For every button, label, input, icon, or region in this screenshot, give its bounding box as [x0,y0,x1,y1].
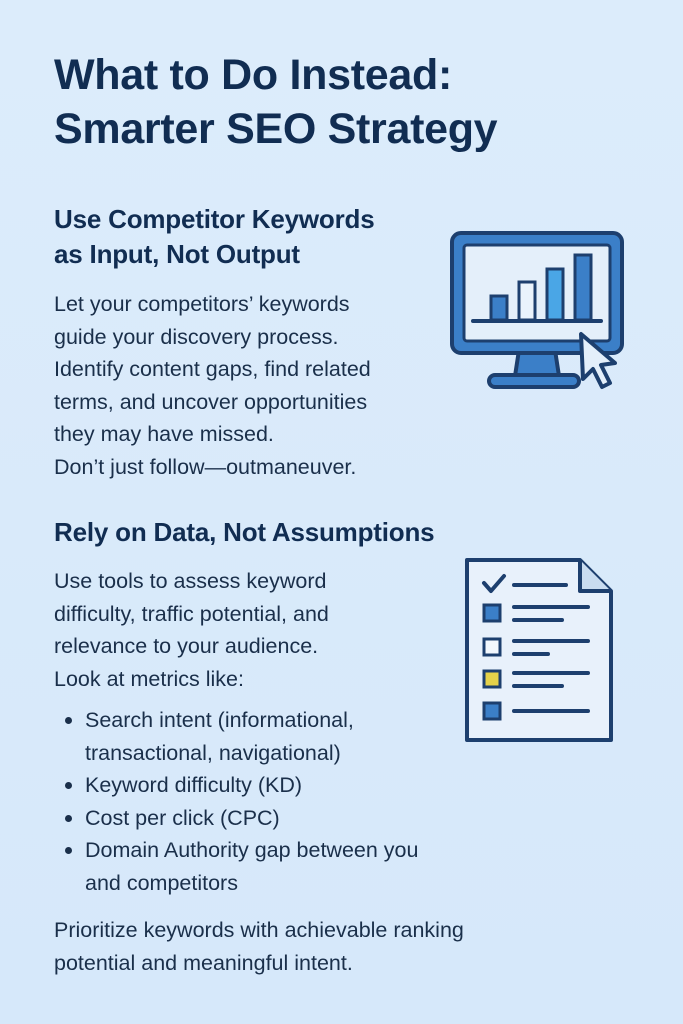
page-title [54,48,654,156]
page-title-line-1: What to Do Instead: [54,51,452,99]
body-line: terms, and uncover opportunities [54,389,368,414]
list-item-text: Keyword difficulty (KD) [85,773,303,797]
body-line: Look at metrics like: [54,666,244,691]
body-line: Use tools to assess keyword [54,569,327,593]
body-line: Identify content gaps, find related [54,357,371,381]
list-item [54,704,494,769]
section-heading-line: Use Competitor Keywords [54,204,375,234]
body-line: they may have missed. [54,422,274,446]
section-heading-line: as Input, Not Output [54,239,300,269]
bullet-dot-icon [65,717,72,724]
body-line: difficulty, traffic potential, and [54,601,329,626]
bullet-dot-icon [65,815,72,822]
bullet-dot-icon [65,847,72,854]
list-item-text: Search intent (informational, [85,708,354,732]
list-item-text: and competitors [85,870,238,895]
page-title-line-2: Smarter SEO Strategy [54,105,498,153]
section-data-body [54,565,454,695]
metrics-bullet-list [54,704,494,899]
bullet-dot-icon [65,782,72,789]
list-item [54,834,494,899]
section-competitor-keywords-body [54,288,444,483]
monitor-chart-cursor-icon [447,228,627,394]
list-item [54,802,494,835]
body-line: Prioritize keywords with achievable ranking [54,918,464,942]
list-item-text: Domain Authority gap between you [85,838,419,862]
section-data-heading [54,515,554,550]
body-line: relevance to your audience. [54,634,319,658]
list-item-text: transactional, navigational) [85,740,341,765]
list-item-text: Cost per click (CPC) [85,805,280,830]
closing-paragraph [54,914,614,979]
body-line: potential and meaningful intent. [54,950,353,975]
section-heading-line: Rely on Data, Not Assumptions [54,517,435,547]
list-item [54,769,494,802]
section-competitor-keywords-heading [54,202,444,272]
checklist-document-icon [462,555,616,745]
body-line: Let your competitors’ keywords [54,292,350,316]
body-line: Don’t just follow—outmaneuver. [54,454,357,479]
body-line: guide your discovery process. [54,324,339,349]
